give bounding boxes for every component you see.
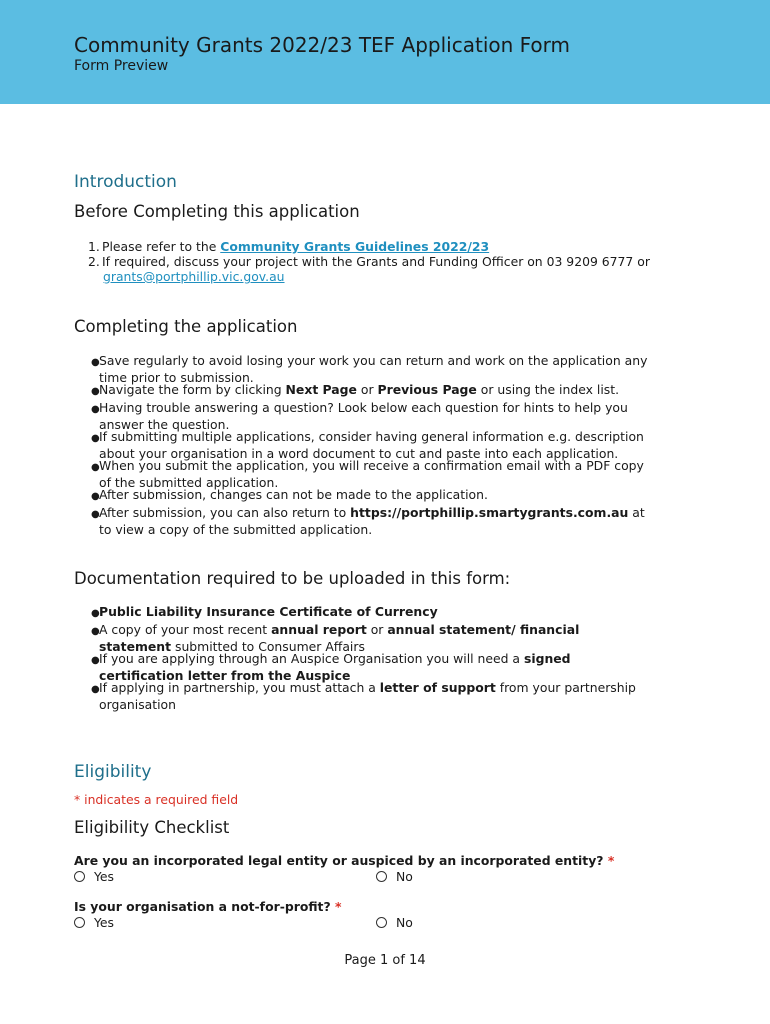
list-text: answer the question. [99,416,230,432]
section-heading-introduction: Introduction [74,172,177,192]
radio-circle-icon[interactable] [74,917,85,928]
before-completing-heading: Before Completing this application [74,202,360,221]
radio-not-for-profit-yes[interactable] [74,915,114,930]
list-item [91,401,628,432]
eligibility-checklist-heading: Eligibility Checklist [74,818,230,837]
list-item [88,239,650,254]
list-item [91,354,647,385]
radio-circle-icon[interactable] [74,871,85,882]
list-text-bold: signed [523,651,571,666]
radio-incorporated-no[interactable] [376,869,413,884]
bullet-icon: ● [91,433,100,444]
list-text: When you submit the application, you will receive a confirmation email with a PDF copy [99,458,644,473]
list-text-bold: Public Liability Insurance Certificate of Currency [99,604,438,619]
list-item [91,506,645,537]
section-heading-eligibility: Eligibility [74,762,152,782]
radio-circle-icon[interactable] [376,917,387,928]
list-item [91,488,488,505]
bullet-icon: ● [91,386,100,397]
bullet-icon: ● [91,655,100,666]
list-text: A copy of your most recent [99,622,272,637]
smartygrants-url: https://portphillip.smartygrants.com.au [350,505,629,520]
list-number: 2. [88,254,100,269]
radio-label: Yes [94,915,115,930]
page-number: Page 1 of 14 [344,953,426,968]
list-item [91,652,571,683]
list-text: After submission, you can also return to [99,505,351,520]
instructions-list [88,239,650,284]
question-label: Is your organisation a not-for-profit? [74,899,331,914]
question-incorporated [74,854,614,869]
bullet-icon: ● [91,404,100,415]
list-item [91,459,644,490]
list-text: at [628,505,645,520]
list-text-bold: certification letter from the Auspice [99,667,351,683]
list-text-bold: letter of support [379,680,496,695]
list-text: from your partnership [495,680,636,695]
list-text: to view a copy of the submitted application. [99,521,373,537]
list-text: Navigate the form by clicking [99,382,286,397]
list-item [91,681,636,712]
list-text: or using the index list. [476,382,620,397]
required-field-note: * indicates a required field [74,792,239,807]
list-text: organisation [99,696,176,712]
list-text: of the submitted application. [99,474,279,490]
list-text-bold: annual statement/ financial [387,622,580,637]
list-text: Save regularly to avoid losing your work you can return and work on the application any [99,353,648,368]
form-subtitle: Form Preview [74,58,169,74]
question-not-for-profit [74,900,341,915]
completing-heading: Completing the application [74,317,298,336]
bullet-icon: ● [91,684,100,695]
list-text-bold: statement [99,638,172,654]
bullet-icon: ● [91,491,100,502]
email-link[interactable]: grants@portphillip.vic.gov.au [103,269,285,284]
list-text: After submission, changes can not be made to the application. [99,487,488,502]
radio-label: No [396,869,413,884]
list-text: submitted to Consumer Affairs [171,638,365,654]
list-text: If applying in partnership, you must attach a [99,680,380,695]
form-title: Community Grants 2022/23 TEF Application Form [74,33,571,57]
list-text: about your organisation in a word document to cut and paste into each application. [99,445,619,461]
bullet-icon: ● [91,626,100,637]
list-text: If you are applying through an Auspice Organisation you will need a [99,651,524,666]
list-text-bold: Next Page [285,382,357,397]
list-item [91,605,438,622]
required-marker: * [607,853,615,868]
list-text: or [356,382,378,397]
radio-label: Yes [94,869,115,884]
guidelines-link[interactable]: Community Grants Guidelines 2022/23 [220,239,490,254]
bullet-icon: ● [91,509,100,520]
list-text: If required, discuss your project with the Grants and Funding Officer on 03 9209 6777 or [102,254,650,269]
radio-label: No [396,915,413,930]
list-item [88,254,650,284]
bullet-icon: ● [91,357,100,368]
radio-incorporated-yes[interactable] [74,869,114,884]
page-header [0,0,770,104]
documentation-heading: Documentation required to be uploaded in this form: [74,569,511,588]
bullet-icon: ● [91,462,100,473]
bullet-icon: ● [91,608,100,619]
radio-circle-icon[interactable] [376,871,387,882]
list-item [91,430,644,461]
list-text-bold: Previous Page [377,382,477,397]
list-text: time prior to submission. [99,369,254,385]
question-label: Are you an incorporated legal entity or auspiced by an incorporated entity? [74,853,604,868]
list-item [91,623,579,654]
list-item [91,383,619,400]
list-number: 1. [88,239,100,254]
list-text-bold: annual report [271,622,367,637]
required-marker: * [334,899,342,914]
list-text: Please refer to the [102,239,221,254]
radio-not-for-profit-no[interactable] [376,915,413,930]
list-text: or [366,622,388,637]
list-text: If submitting multiple applications, consider having general information e.g. description [99,429,644,444]
list-text: Having trouble answering a question? Look below each question for hints to help you [99,400,628,415]
